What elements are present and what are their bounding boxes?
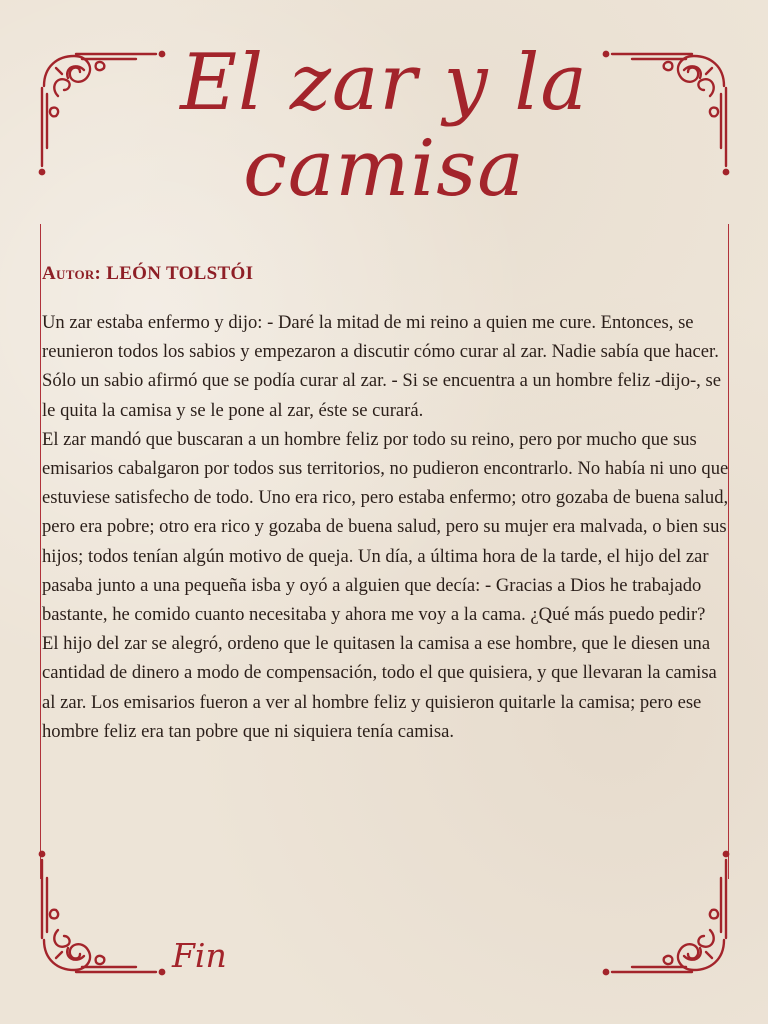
story-text	[42, 308, 732, 746]
story-paragraph-2: El zar mandó que buscaran a un hombre feliz por todo su reino, pero por mucho que sus emisarios cabalgaron por todos sus territorios, no pudieron encontrarlo. No había ni uno que estuviese satisfecho de todo. Uno era rico, pero estaba enfermo; otro gozaba de buena salud, pero era pobre; otro era rico y gozaba de buena salud, pero su mujer era malvada, o bien sus hijos; todos tenían algún motivo de queja. Un día, a última hora de la tarde, el hijo del zar pasaba junto a una pequeña isba y oyó a alguien que decía: - Gracias a Dios he trabajado bastante, he comido cuanto necesitaba y ahora me voy a la cama. ¿Qué más puedo pedir?	[42, 428, 729, 626]
story-paragraph-3: El hijo del zar se alegró, ordeno que le quitasen la camisa a ese hombre, que le diesen una cantidad de dinero a modo de compensación, todo el que quisiera, y que llevaran la camisa al zar. Los emisarios fueron a ver al hombre feliz y quisieron quitarle la camisa; pero ese hombre feliz era tan pobre que ni siquiera tenía camisa.	[42, 633, 717, 742]
title-line-2: camisa	[243, 124, 525, 214]
left-border-line	[40, 224, 41, 879]
title-line-1: El zar y la	[180, 38, 588, 128]
corner-ornament-icon	[602, 848, 732, 978]
closing-word: Fin	[172, 936, 227, 975]
story-paragraph-1: Un zar estaba enfermo y dijo: - Daré la mitad de mi reino a quien me cure. Entonces, se reunieron todos los sabios y empezaron a discutir cómo curar al zar. Nadie sabía que hacer. Sólo un sabio afirmó que se podía curar al zar. - Si se encuentra a un hombre feliz -dijo-, se le quita la camisa y se le pone al zar, éste se curará.	[42, 312, 721, 421]
author-line: Autor: LEÓN TOLSTÓI	[42, 263, 254, 284]
corner-ornament-icon	[36, 48, 166, 178]
corner-ornament-icon	[602, 48, 732, 178]
corner-ornament-icon	[36, 848, 166, 978]
